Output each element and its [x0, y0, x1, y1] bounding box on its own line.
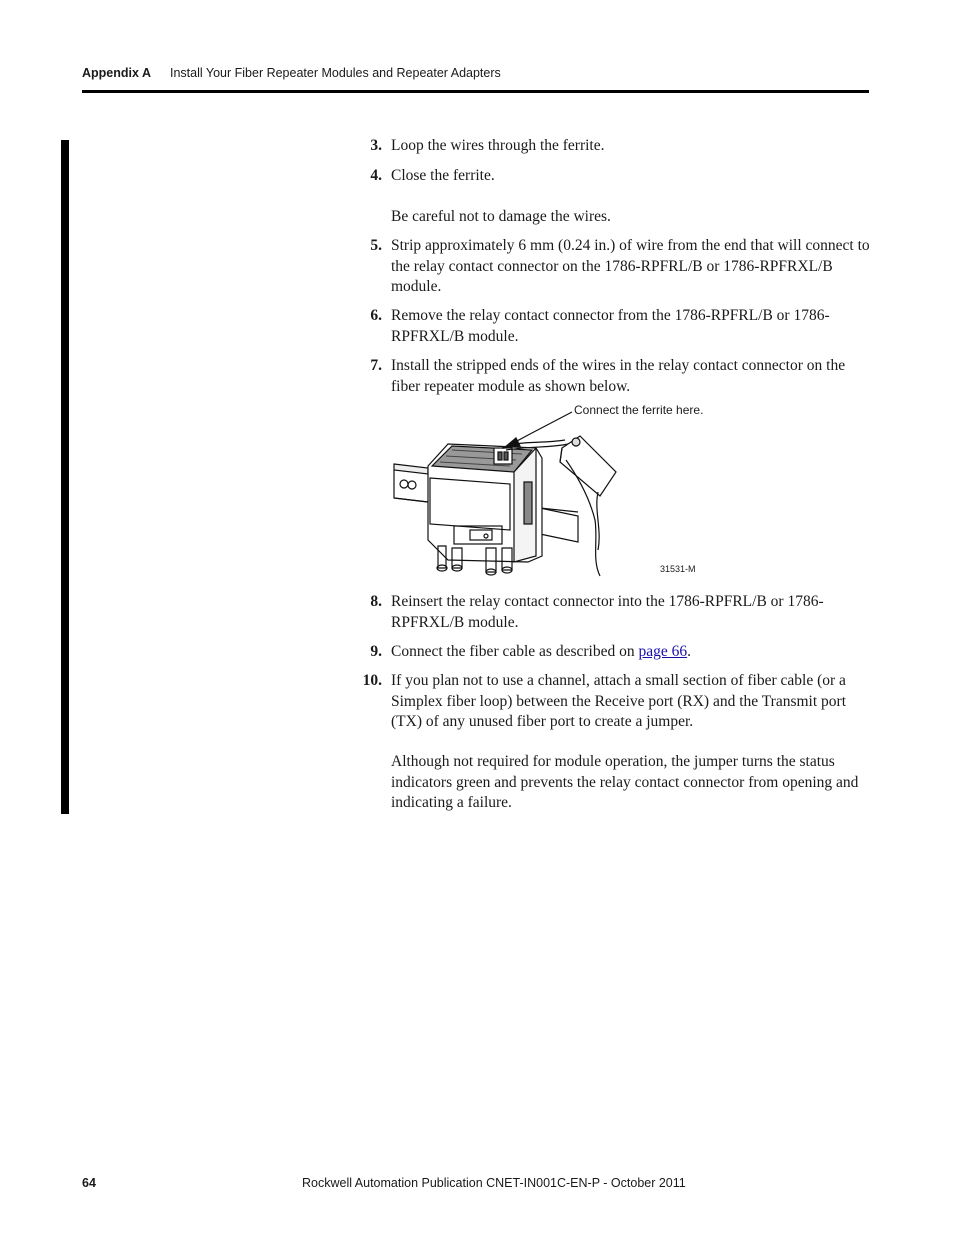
publication-info: Rockwell Automation Publication CNET-IN001C-EN-P - October 2011 — [302, 1176, 686, 1190]
step-text: Install the stripped ends of the wires in the relay contact connector on the fiber repeater module as shown below. — [391, 357, 846, 395]
appendix-label: Appendix A — [82, 66, 151, 80]
module-illustration — [390, 400, 710, 580]
change-bar — [61, 140, 69, 814]
step-10-note: Although not required for module operation, the jumper turns the status indicators green and prevents the relay contact connector from opening and indicating a failure. — [391, 753, 859, 811]
figure-number: 31531-M — [660, 564, 696, 574]
step-text: Strip approximately 6 mm (0.24 in.) of wire from the end that will connect to the relay contact connector on the 1786-RPFRL/B or 1786-RPFRXL/B module. — [391, 237, 870, 295]
step-number: 6. — [370, 307, 382, 324]
step-text: If you plan not to use a channel, attach a small section of fiber cable (or a Simplex fiber loop) between the Receive port (RX) and the Transmit port (TX) of any unused fiber port to create a jumper. — [391, 672, 847, 730]
step-number: 4. — [370, 167, 382, 184]
step-9-text-before: Connect the fiber cable as described on — [391, 643, 639, 660]
chapter-title: Install Your Fiber Repeater Modules and Repeater Adapters — [170, 66, 501, 80]
step-text: Close the ferrite. — [391, 167, 495, 184]
fiber-repeater-module-drawing — [390, 400, 710, 580]
step-9-text-after: . — [687, 643, 691, 660]
step-number: 9. — [370, 643, 382, 660]
step-text: Loop the wires through the ferrite. — [391, 137, 605, 154]
step-text: Remove the relay contact connector from the 1786-RPFRL/B or 1786-RPFRXL/B module. — [391, 307, 830, 345]
page-66-link[interactable]: page 66 — [638, 643, 688, 660]
step-4-note: Be careful not to damage the wires. — [391, 208, 611, 225]
step-number: 7. — [370, 357, 382, 374]
step-number: 3. — [370, 137, 382, 154]
page-number: 64 — [82, 1176, 96, 1190]
step-text: Reinsert the relay contact connector into the 1786-RPFRL/B or 1786-RPFRXL/B module. — [391, 593, 824, 631]
step-number: 5. — [370, 237, 382, 254]
running-header — [82, 66, 869, 93]
step-number: 8. — [370, 593, 382, 610]
step-text — [391, 642, 871, 663]
figure-callout: Connect the ferrite here. — [574, 403, 704, 417]
step-number: 10. — [362, 672, 382, 689]
